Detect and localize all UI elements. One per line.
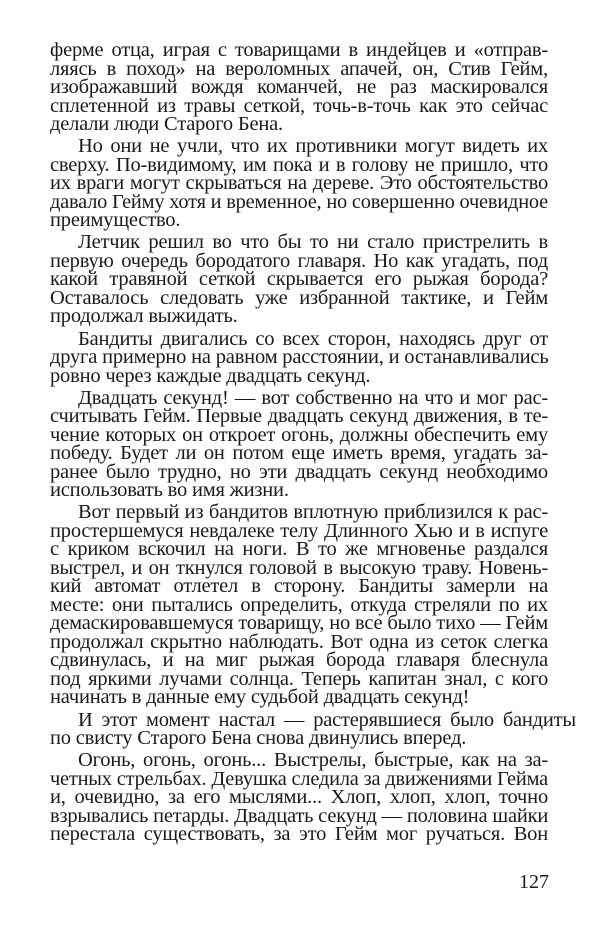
text-line: сдвинулась, и на миг рыжая борода главаря блеснула xyxy=(50,649,548,672)
paragraph xyxy=(50,137,548,230)
text-line: с криком вскочил на ноги. В то же мгновенье раздался xyxy=(50,538,548,561)
text-line: Но они не учли, что их противники могут видеть их xyxy=(78,135,548,158)
text-line: какой травяной сеткой скрывается его рыжая борода? xyxy=(50,268,548,291)
text-line: победу. Будет ли он потом еще иметь время, угадать за- xyxy=(50,442,548,465)
paragraph xyxy=(50,41,548,134)
text-line: Бандиты двигались со всех сторон, находясь друг от xyxy=(78,327,548,350)
text-line: кий автомат отлетел в сторону. Бандиты замерли на xyxy=(50,575,548,598)
text-line: сплетенной из травы сеткой, точь-в-точь как это сейчас xyxy=(50,94,548,117)
text-line: их враги могут скрываться на дереве. Это обстоятельство xyxy=(50,172,548,195)
text-line: под яркими лучами солнца. Теперь капитан знал, с кого xyxy=(50,667,548,690)
text-line: использовать во имя жизни. xyxy=(50,479,289,502)
text-line: Двадцать секунд! — вот собственно на что и мог рас- xyxy=(78,386,548,409)
text-line: считывать Гейм. Первые двадцать секунд движения, в те- xyxy=(50,405,548,428)
text-line: Оставалось следовать уже избранной тактике, и Гейм xyxy=(50,286,548,309)
text-line: простершемуся невдалеке телу Длинного Хью и в испуге xyxy=(50,519,548,542)
text-line: чение которых он откроет огонь, должны обеспечить ему xyxy=(50,423,548,446)
paragraph xyxy=(50,708,576,750)
text-line: ляясь в поход» на вероломных апачей, он, Стив Гейм, xyxy=(50,57,548,80)
text-line: ферме отца, играя с товарищами в индейцев и «отправ- xyxy=(50,39,548,61)
text-line: четных стрельбах. Девушка следила за движениями Гейма xyxy=(50,767,548,790)
text-line: ровно через каждые двадцать секунд. xyxy=(50,364,371,387)
text-line: И этот момент настал — растерявшиеся было бандиты xyxy=(77,708,576,731)
page-number: 127 xyxy=(519,871,549,893)
text-line: Огонь, огонь, огонь... Выстрелы, быстрые, как на за- xyxy=(78,749,548,772)
text-line: преимущество. xyxy=(50,209,181,232)
text-line: демаскировавшемуся товарищу, но все было тихо — Гейм xyxy=(50,612,548,635)
text-line: первую очередь бородатого главаря. Но как угадать, под xyxy=(50,249,548,272)
text-line: по свисту Старого Бена снова двинулись вперед. xyxy=(50,727,467,750)
text-line: делали люди Старого Бена. xyxy=(50,113,283,135)
paragraph xyxy=(50,503,548,707)
text-line: месте: они пытались определить, откуда стреляли по их xyxy=(50,593,548,616)
text-line: продолжал выжидать. xyxy=(50,305,238,328)
text-line: взрывались петарды. Двадцать секунд — половина шайки xyxy=(50,804,549,827)
text-line: перестала существовать, за это Гейм мог ручаться. Вон xyxy=(50,823,548,846)
text-line: продолжал скрытно наблюдать. Вот одна из сеток слегка xyxy=(50,630,548,653)
paragraph xyxy=(50,751,548,844)
paragraph xyxy=(50,233,548,326)
text-line: друга примерно на равном расстоянии, и останавливались xyxy=(50,346,549,369)
text-line: и, очевидно, за его мыслями... Хлоп, хлоп, хлоп, точно xyxy=(50,786,548,809)
text-line: сверху. По-видимому, им пока и в голову не пришло, что xyxy=(50,153,548,176)
text-line: давало Гейму хотя и временное, но совершенно очевидное xyxy=(50,190,548,213)
text-line: изображавший вождя команчей, не раз маскировался xyxy=(50,76,548,98)
text-line: начинать в данные ему судьбой двадцать секунд! xyxy=(50,686,470,709)
text-line: Вот первый из бандитов вплотную приблизился к рас- xyxy=(78,501,548,524)
text-line: Летчик решил во что бы то ни стало пристрелить в xyxy=(78,231,548,254)
paragraph xyxy=(50,327,549,387)
text-line: выстрел, и он ткнулся головой в высокую траву. Новень- xyxy=(50,556,548,579)
book-page-text xyxy=(50,39,576,848)
paragraph xyxy=(50,386,548,502)
text-line: ранее было трудно, но эти двадцать секунд необходимо xyxy=(50,460,548,483)
